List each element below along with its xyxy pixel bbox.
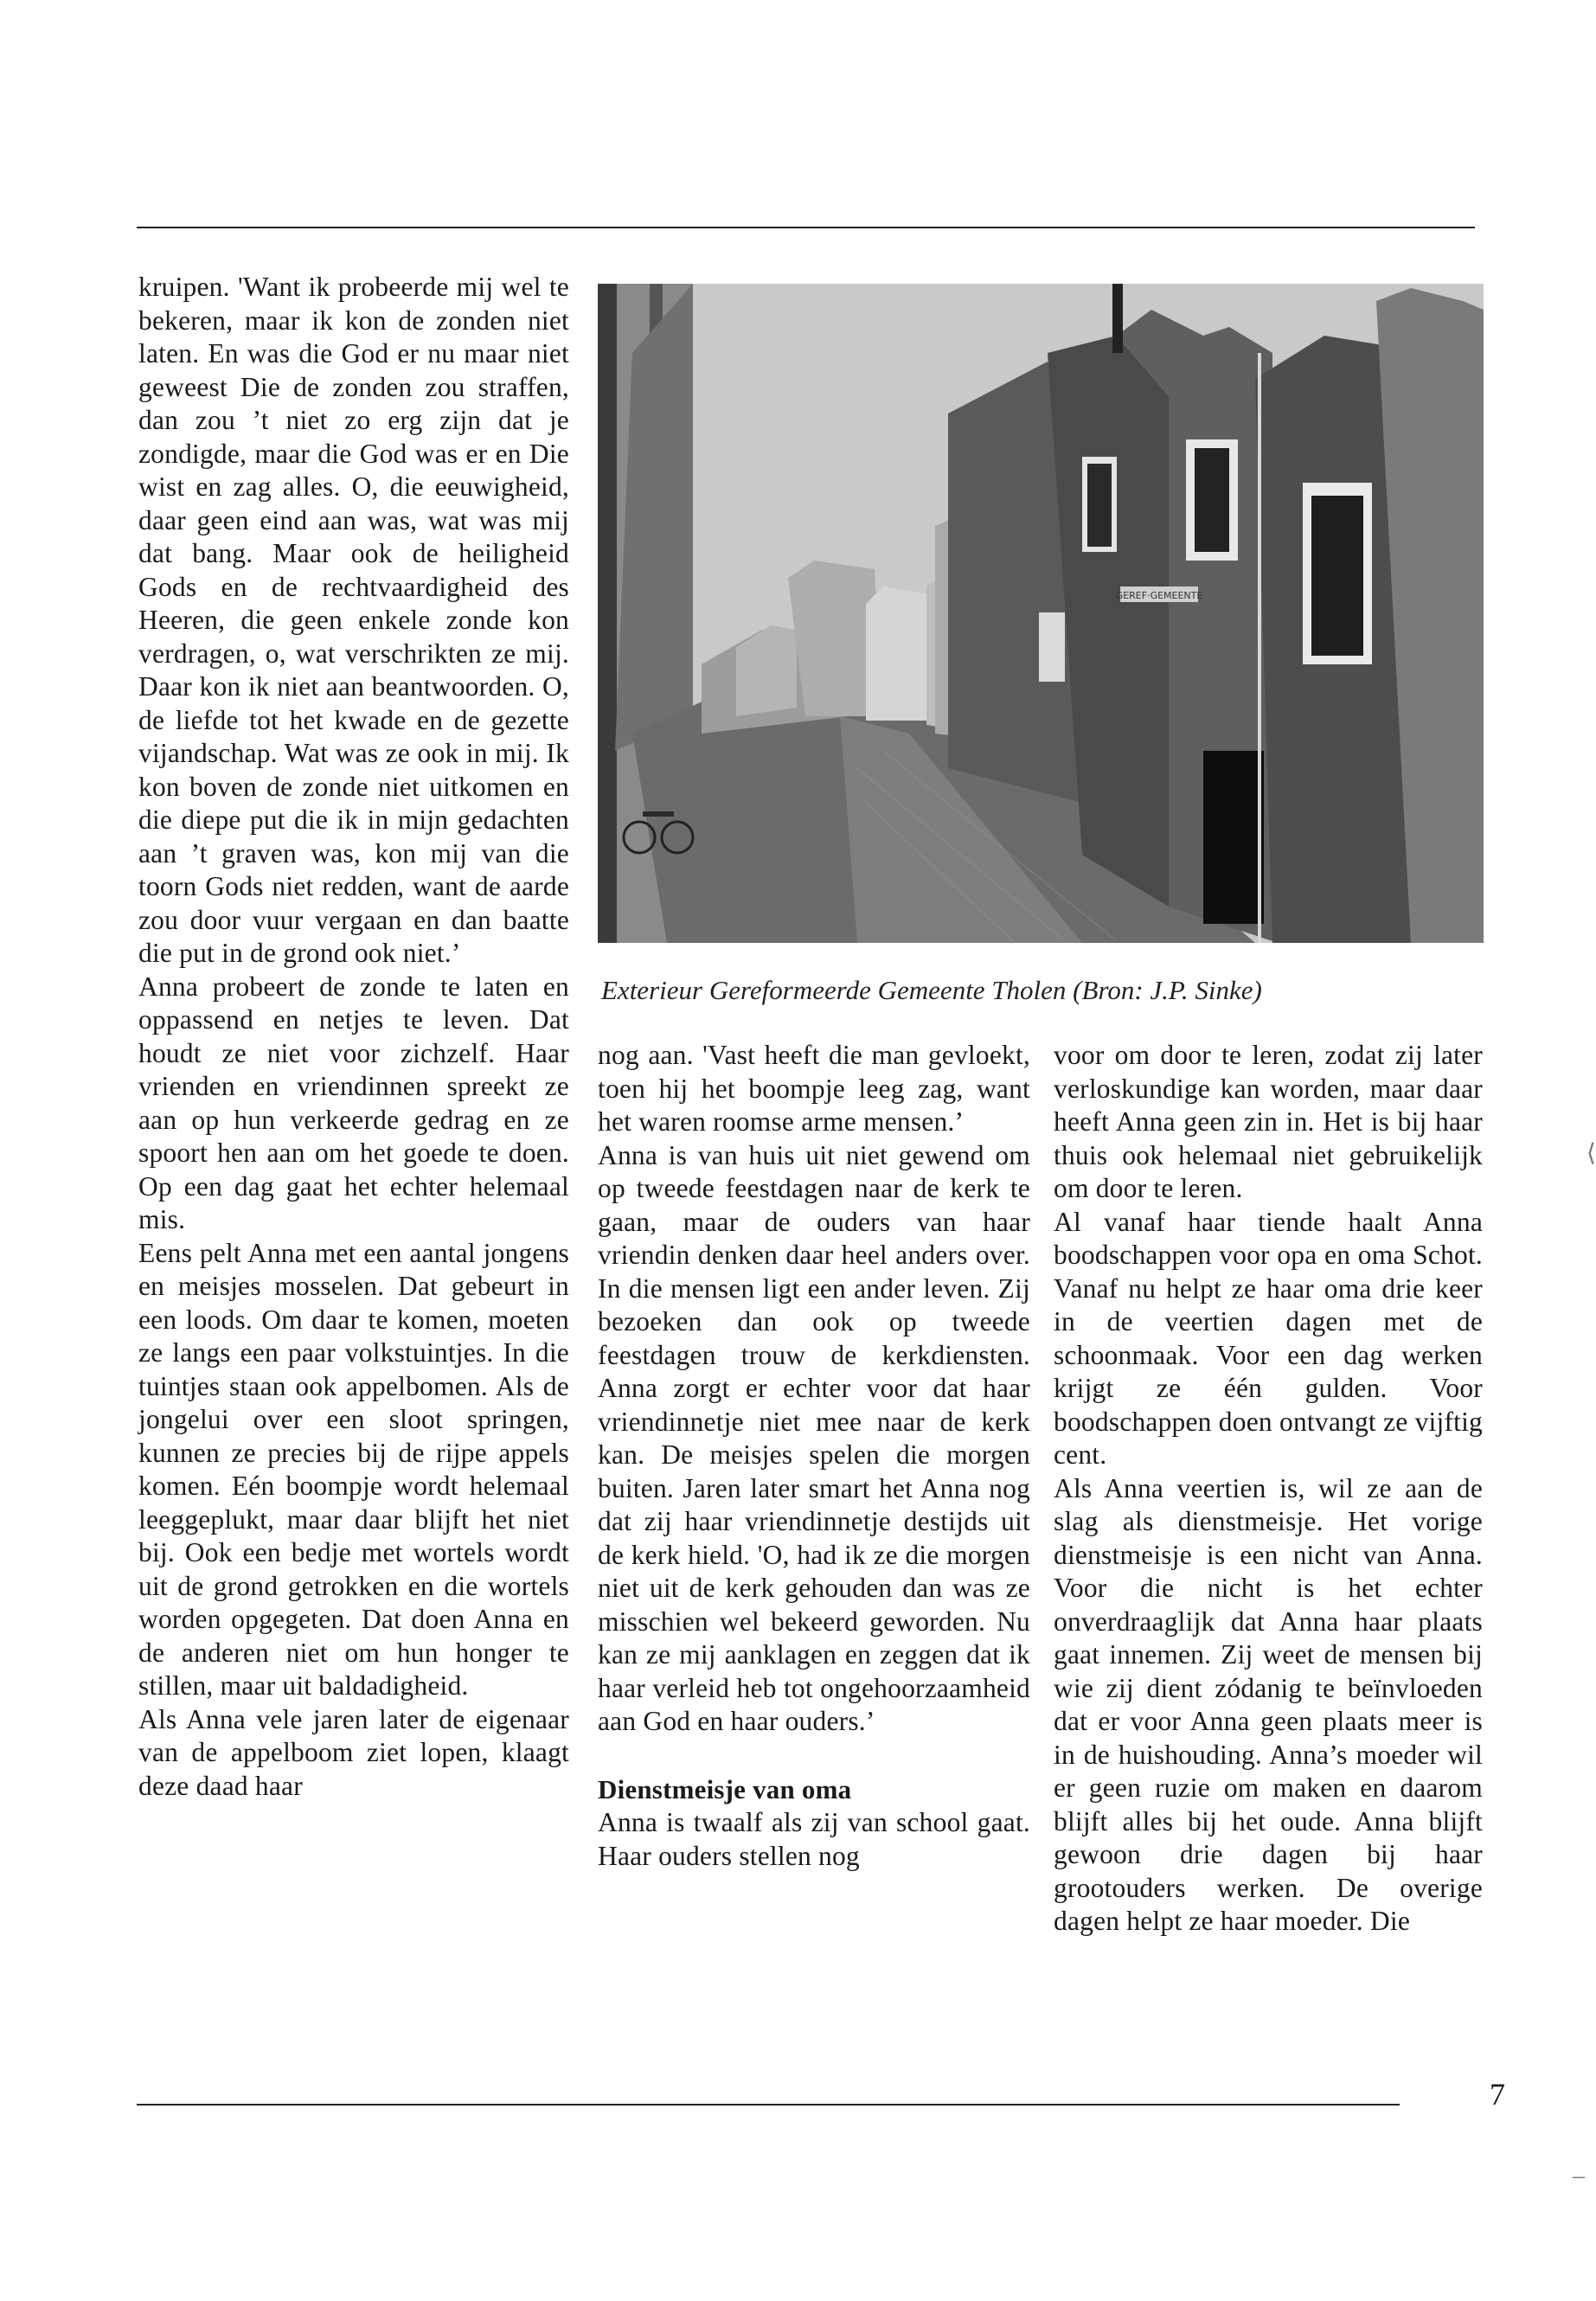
page-number: 7 <box>1490 2077 1505 2112</box>
paragraph: Als Anna veertien is, wil ze aan de slag als dienstmeisje. Het vorige dienstmeisje is een nicht van Anna. Voor die nicht is het echter onverdraaglijk dat Anna haar plaats gaat innemen. Zij weet de mensen bij wie zij dient zódanig te beïnvloeden dat er voor Anna geen plaats meer is in de huishouding. Anna’s moeder wil er geen ruzie om maken en daarom blijft alles bij het oude. Anna blijft gewoon drie dagen bij haar grootouders werken. De overige dagen helpt ze haar moeder. Die <box>1054 1472 1483 1936</box>
bottom-rule <box>137 2104 1400 2106</box>
street-photo-illustration <box>598 284 1484 943</box>
paragraph: Anna probeert de zonde te laten en oppassend en netjes te leven. Dat houdt ze niet voor zichzelf. Haar vrienden en vriendinnen spreekt ze aan op hun verkeerde gedrag en ze spoort hen aan om het goede te doen. Op een dag gaat het echter helemaal mis. <box>138 971 569 1234</box>
paragraph: Eens pelt Anna met een aantal jongens en meisjes mosselen. Dat gebeurt in een loods. Om daar te komen, moeten ze langs een paar volkstuintjes. In die tuintjes staan ook appelbomen. Als de jongelui over een sloot springen, kunnen ze precies bij de rijpe appels komen. Eén boompje wordt helemaal leeggeplukt, maar daar blijft het niet bij. Ook een bedje met wortels wordt uit de grond getrokken en die wortels worden opgegeten. Dat doen Anna en de anderen niet om hun honger te stillen, maar uit baldadigheid. <box>138 1237 569 1701</box>
paragraph: Als Anna vele jaren later de eigenaar van de appelboom ziet lopen, klaagt deze daad haar <box>138 1703 569 1801</box>
church-exterior-photo <box>598 284 1484 943</box>
crop-mark: – <box>1573 2163 1585 2189</box>
paragraph: Anna is twaalf als zij van school gaat. Haar ouders stellen nog <box>598 1807 1030 1871</box>
text-column-3 <box>1054 1039 1483 1939</box>
text-column-2 <box>598 1039 1030 1873</box>
paragraph: kruipen. 'Want ik probeerde mij wel te bekeren, maar ik kon de zonden niet laten. En was die God er nu maar niet geweest Die de zonden zou straffen, dan zou ’t niet zo erg zijn dat je zondigde, maar die God was er en Die wist en zag alles. O, die eeuwigheid, daar geen eind aan was, wat was mij dat bang. Maar ook de heiligheid Gods en de rechtvaardigheid des Heeren, die geen enkele zonde kon verdragen, o, wat verschrikten ze mij. Daar kon ik niet aan beantwoorden. O, de liefde tot het kwade en de gezette vijandschap. Wat was ze ook in mij. Ik kon boven de zonde niet uitkomen en die diepe put die ik in mijn gedachten aan ’t graven was, kon mij van die toorn Gods niet redden, want de aarde zou door vuur vergaan en dan baatte die put in de grond ook niet.’ <box>138 272 569 968</box>
paragraph: Anna is van huis uit niet gewend om op tweede feestdagen naar de kerk te gaan, maar de ouders van haar vriendin denken daar heel anders over. In die mensen ligt een ander leven. Zij bezoeken dan ook op tweede feestdagen trouw de kerkdiensten. Anna zorgt er echter voor dat haar vriendinnetje niet mee naar de kerk kan. De meisjes spelen die morgen buiten. Jaren later smart het Anna nog dat zij haar vriendinnetje destijds uit de kerk hield. 'O, had ik ze die morgen niet uit de kerk gehouden dan was ze misschien wel bekeerd geworden. Nu kan ze mij aanklagen en zeggen dat ik haar verleid heb tot ongehoorzaamheid aan God en haar ouders.’ <box>598 1139 1030 1736</box>
paragraph: voor om door te leren, zodat zij later verloskundige kan worden, maar daar heeft Anna geen zin in. Het is bij haar thuis ook helemaal niet gebruikelijk om door te leren. <box>1054 1040 1483 1203</box>
photo-caption: Exterieur Gereformeerde Gemeente Tholen (Bron: J.P. Sinke) <box>601 975 1262 1005</box>
sign-text: GEREF·GEMEENTE <box>1115 590 1203 601</box>
crop-mark: ⟨ <box>1586 1140 1596 1167</box>
text-column-1 <box>138 271 569 1803</box>
section-heading: Dienstmeisje van oma <box>598 1773 852 1804</box>
top-rule <box>137 227 1475 228</box>
paragraph: Al vanaf haar tiende haalt Anna boodschappen voor opa en oma Schot. Vanaf nu helpt ze haar oma drie keer in de veertien dagen met de schoonmaak. Voor een dag werken krijgt ze één gulden. Voor boodschappen doen ontvangt ze vijftig cent. <box>1054 1206 1483 1470</box>
paragraph: nog aan. 'Vast heeft die man gevloekt, toen hij het boompje leeg zag, want het waren roomse arme mensen.’ <box>598 1040 1030 1137</box>
